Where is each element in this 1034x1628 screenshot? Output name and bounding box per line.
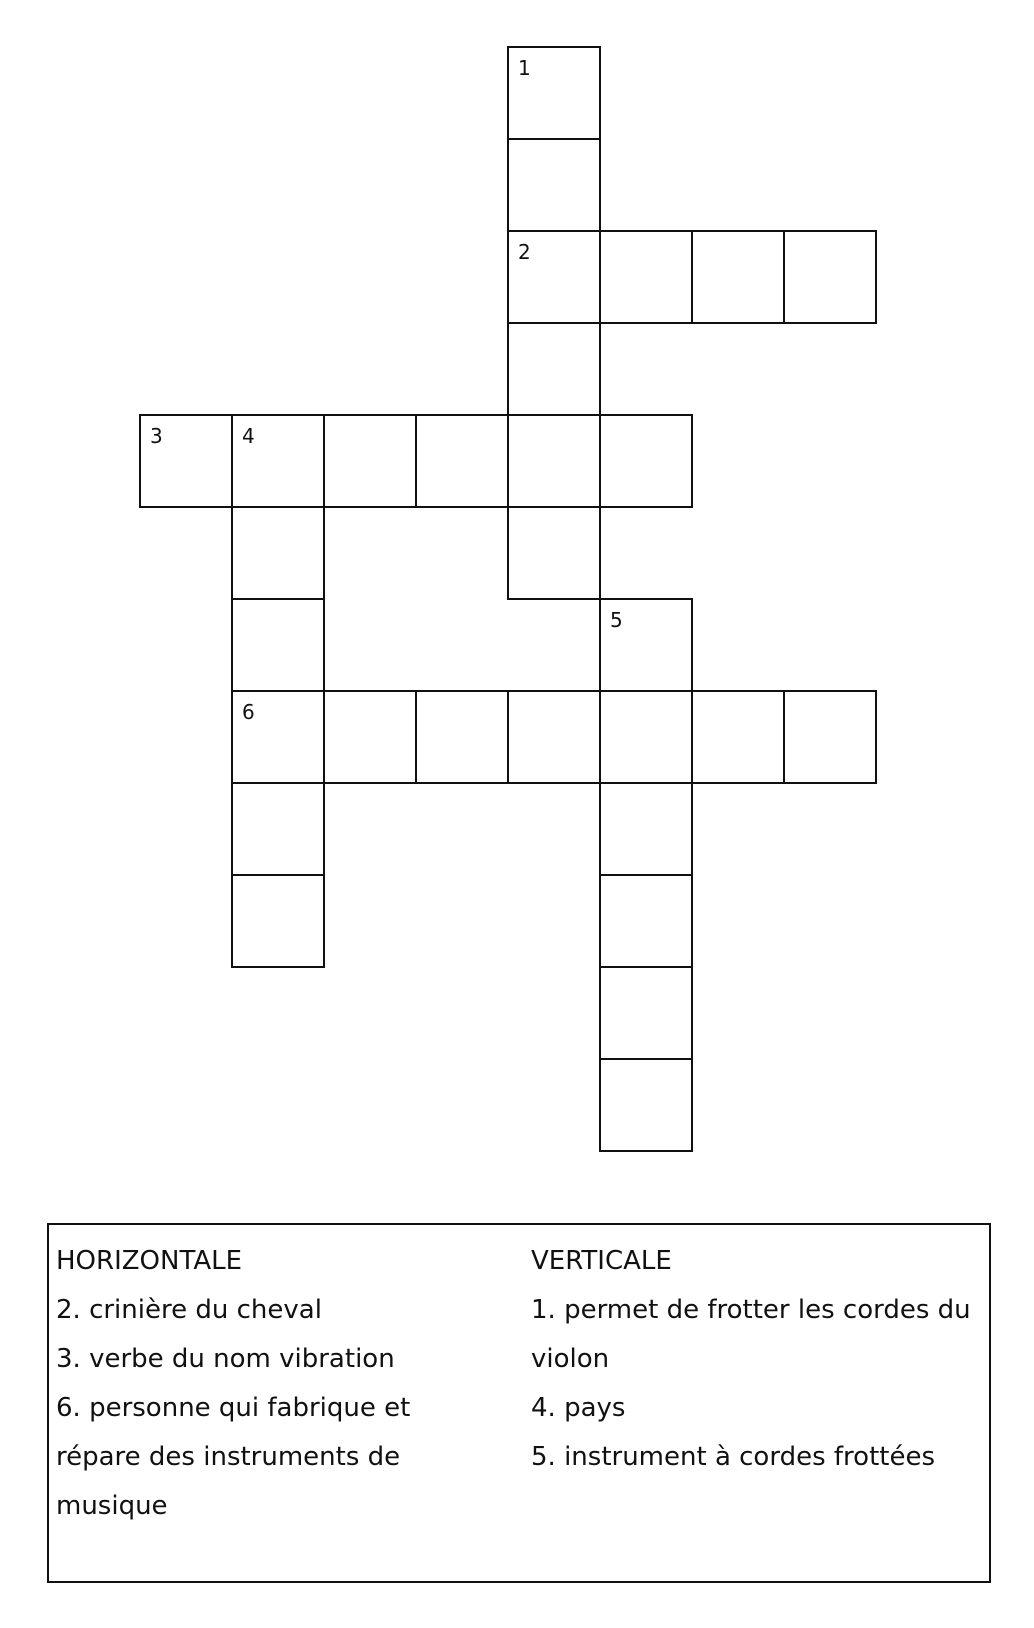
crossword-cell[interactable] bbox=[599, 690, 693, 784]
crossword-cell[interactable] bbox=[507, 414, 601, 508]
vertical-clue-line: 1. permet de frotter les cordes du bbox=[531, 1295, 971, 1325]
clue-number: 2 bbox=[518, 240, 531, 264]
horizontal-clue-line: 2. crinière du cheval bbox=[56, 1295, 322, 1325]
crossword-cell[interactable] bbox=[599, 1058, 693, 1152]
clue-number: 4 bbox=[242, 424, 255, 448]
crossword-cell[interactable] bbox=[231, 506, 325, 600]
clue-number: 3 bbox=[150, 424, 163, 448]
vertical-clue-line: 4. pays bbox=[531, 1393, 626, 1423]
crossword-cell[interactable] bbox=[231, 874, 325, 968]
vertical-title: VERTICALE bbox=[531, 1246, 672, 1276]
crossword-cell[interactable] bbox=[323, 690, 417, 784]
crossword-cell[interactable] bbox=[691, 230, 785, 324]
crossword-cell[interactable] bbox=[783, 690, 877, 784]
clues-box bbox=[47, 1223, 991, 1583]
crossword-cell[interactable] bbox=[139, 414, 233, 508]
horizontal-clue-line: répare des instruments de bbox=[56, 1442, 401, 1472]
crossword-cell[interactable] bbox=[599, 414, 693, 508]
crossword-cell[interactable] bbox=[231, 598, 325, 692]
crossword-cell[interactable] bbox=[783, 230, 877, 324]
crossword-cell[interactable] bbox=[599, 782, 693, 876]
crossword-cell[interactable] bbox=[507, 690, 601, 784]
clue-number: 5 bbox=[610, 608, 623, 632]
crossword-cell[interactable] bbox=[415, 414, 509, 508]
crossword-cell[interactable] bbox=[507, 230, 601, 324]
crossword-cell[interactable] bbox=[507, 506, 601, 600]
crossword-cell[interactable] bbox=[599, 230, 693, 324]
horizontal-clue-line: 6. personne qui fabrique et bbox=[56, 1393, 411, 1423]
crossword-cell[interactable] bbox=[231, 782, 325, 876]
vertical-clue-line: 5. instrument à cordes frottées bbox=[531, 1442, 935, 1472]
horizontal-clue-line: 3. verbe du nom vibration bbox=[56, 1344, 395, 1374]
crossword-cell[interactable] bbox=[231, 414, 325, 508]
crossword-cell[interactable] bbox=[599, 598, 693, 692]
crossword-cell[interactable] bbox=[507, 322, 601, 416]
vertical-clues bbox=[531, 1237, 991, 1482]
crossword-cell[interactable] bbox=[599, 874, 693, 968]
vertical-clue-line: violon bbox=[531, 1344, 610, 1374]
horizontal-clues bbox=[56, 1237, 496, 1531]
crossword-cell[interactable] bbox=[231, 690, 325, 784]
horizontal-title: HORIZONTALE bbox=[56, 1246, 243, 1276]
crossword-cell[interactable] bbox=[507, 46, 601, 140]
crossword-cell[interactable] bbox=[323, 414, 417, 508]
clue-number: 6 bbox=[242, 700, 255, 724]
crossword-cell[interactable] bbox=[599, 966, 693, 1060]
crossword-cell[interactable] bbox=[415, 690, 509, 784]
crossword-cell[interactable] bbox=[507, 138, 601, 232]
horizontal-clue-line: musique bbox=[56, 1491, 168, 1521]
crossword-cell[interactable] bbox=[691, 690, 785, 784]
clue-number: 1 bbox=[518, 56, 531, 80]
